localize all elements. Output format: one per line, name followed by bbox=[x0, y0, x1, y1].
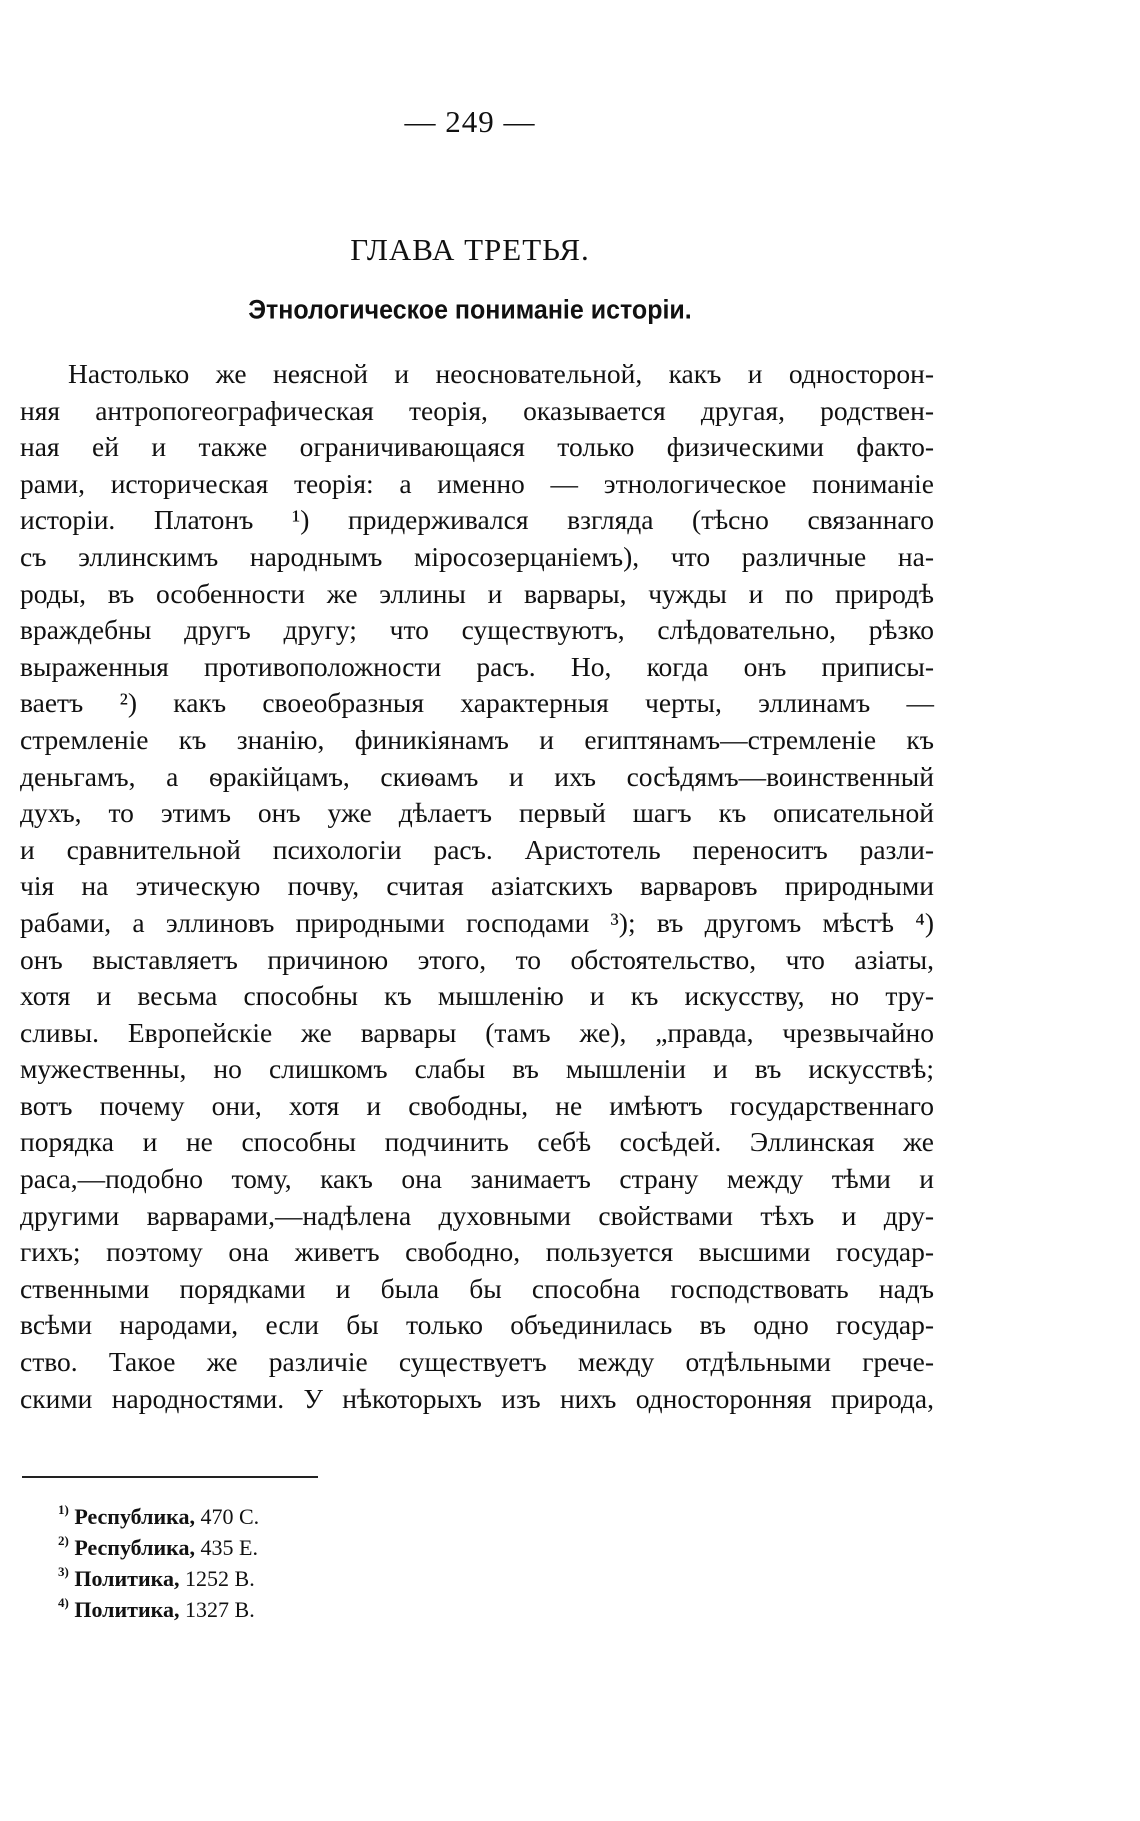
footnote-item bbox=[58, 1494, 558, 1529]
footnote-label: Политика, bbox=[74, 1566, 180, 1591]
footnote-value: 1327 B. bbox=[185, 1597, 255, 1622]
text-line: стремленіе къ знанію, финикіянамъ и египтянамъ—стремленіе къ bbox=[20, 723, 934, 755]
footnotes bbox=[58, 1494, 558, 1622]
text-line: съ эллинскимъ народнымъ міросозерцаніемъ), что различные на- bbox=[20, 540, 934, 572]
text-line: ственными порядками и была бы способна господствовать надъ bbox=[20, 1272, 934, 1304]
text-line: раса,—подобно тому, какъ она занимаетъ страну между тѣми и bbox=[20, 1163, 934, 1195]
text-line: няя антропогеографическая теорія, оказывается другая, родствен- bbox=[20, 394, 934, 426]
footnote-separator bbox=[22, 1476, 318, 1478]
text-line: сливы. Европейскіе же варвары (тамъ же), „правда, чрезвычайно bbox=[20, 1016, 934, 1048]
text-line: ная ей и также ограничивающаяся только физическими факто- bbox=[20, 431, 934, 463]
footnote-item bbox=[58, 1556, 558, 1591]
chapter-subtitle: Этнологическое пониманіе исторіи. bbox=[248, 294, 692, 326]
footnote-value: 1252 B. bbox=[185, 1566, 255, 1591]
text-line: ство. Такое же различіе существуетъ между отдѣльными грече- bbox=[20, 1346, 934, 1378]
footnote-ref: 2) bbox=[58, 1533, 69, 1548]
footnote-value: 470 C. bbox=[200, 1504, 260, 1529]
text-line: рами, историческая теорія: а именно — этнологическое пониманіе bbox=[20, 467, 934, 499]
body-text bbox=[20, 356, 934, 1417]
text-line: Настолько же неясной и неосновательной, какъ и односторон- bbox=[68, 358, 934, 389]
text-line: мужественны, но слишкомъ слабы въ мышленіи и въ искусствѣ; bbox=[20, 1053, 934, 1085]
text-line: духъ, то этимъ онъ уже дѣлаетъ первый шагъ къ описательной bbox=[20, 797, 934, 829]
text-line: гихъ; поэтому она живетъ свободно, пользуется высшими государ- bbox=[20, 1236, 934, 1268]
footnote-item bbox=[58, 1525, 558, 1560]
text-line: выраженныя противоположности расъ. Но, когда онъ приписы- bbox=[20, 650, 934, 682]
text-line: ваетъ ²) какъ своеобразныя характерныя черты, эллинамъ — bbox=[20, 687, 934, 719]
chapter-title: ГЛАВА ТРЕТЬЯ. bbox=[350, 232, 590, 267]
footnote-value: 435 E. bbox=[200, 1535, 258, 1560]
text-line: скими народностями. У нѣкоторыхъ изъ нихъ односторонняя природа, bbox=[20, 1382, 934, 1414]
text-line: роды, въ особенности же эллины и варвары, чужды и по природѣ bbox=[20, 577, 934, 609]
footnote-ref: 1) bbox=[58, 1502, 69, 1517]
text-line: вотъ почему они, хотя и свободны, не имѣютъ государственнаго bbox=[20, 1089, 934, 1121]
footnote-label: Политика, bbox=[74, 1597, 180, 1622]
text-line: исторіи. Платонъ ¹) придерживался взгляда (тѣсно связаннаго bbox=[20, 504, 934, 536]
text-line: всѣми народами, если бы только объединилась въ одно государ- bbox=[20, 1309, 934, 1341]
text-line: деньгамъ, а ѳракійцамъ, скиѳамъ и ихъ сосѣдямъ—воинственный bbox=[20, 760, 934, 792]
footnote-label: Республика, bbox=[74, 1504, 195, 1529]
text-line: и сравнительной психологіи расъ. Аристотель переноситъ разли- bbox=[20, 833, 934, 865]
text-line: онъ выставляетъ причиною этого, то обстоятельство, что азіаты, bbox=[20, 943, 934, 975]
footnote-ref: 3) bbox=[58, 1564, 69, 1579]
text-line: чія на этическую почву, считая азіатскихъ варваровъ природными bbox=[20, 870, 934, 902]
text-line: рабами, а эллиновъ природными господами ³); въ другомъ мѣстѣ ⁴) bbox=[20, 906, 934, 938]
text-line: порядка и не способны подчинить себѣ сосѣдей. Эллинская же bbox=[20, 1126, 934, 1158]
text-line: другими варварами,—надѣлена духовными свойствами тѣхъ и дру- bbox=[20, 1199, 934, 1231]
footnote-item bbox=[58, 1587, 558, 1622]
text-line: хотя и весьма способны къ мышленію и къ искусству, но тру- bbox=[20, 980, 934, 1012]
footnote-label: Республика, bbox=[74, 1535, 195, 1560]
footnote-ref: 4) bbox=[58, 1595, 69, 1610]
text-line: враждебны другъ другу; что существуютъ, слѣдовательно, рѣзко bbox=[20, 614, 934, 646]
page-number: — 249 — bbox=[404, 104, 536, 139]
